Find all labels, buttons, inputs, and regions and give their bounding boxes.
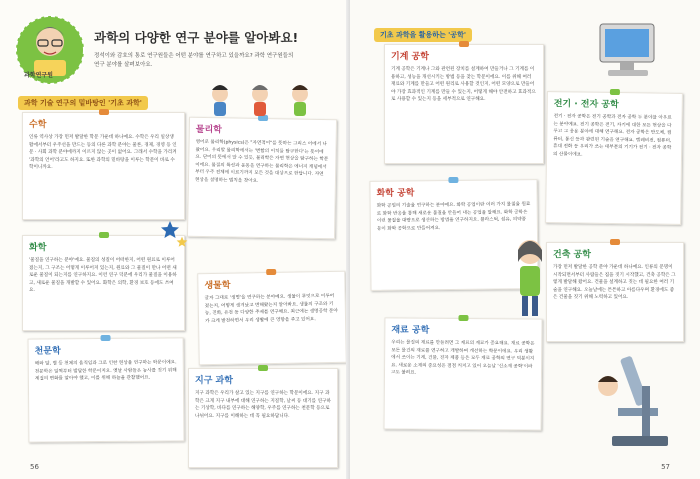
card-heading: 화학 공학 [376,188,415,199]
card-electrical-engineering [545,91,683,225]
tape-decoration [459,41,469,47]
card-body: 지구 과학은 우리가 살고 있는 지구를 연구하는 학문이에요. 지구 과학은 크게 지구 내부에 대해 연구하는 지질학, 날씨 등 대기를 연구하는 기상학, 바다를 연구하는 해양학, 우주를 연구하는 천문학 등으로 나뉘어요. 지구를 이해하는 데 꼭 필요하답니다. [195,391,331,419]
badge-label: 과학연구원 [24,72,53,79]
tape-decoration [610,89,620,95]
card-physics [187,117,337,240]
card-earth-science [188,368,338,468]
card-chemistry [22,235,185,331]
card-body: '물질을 연구하는 분야'예요. 물질의 성질이 어떠한지, 어떤 원료로 이루어졌는지, 그 구조는 어떻게 이루어져 있는지, 원료와 그 물질이 만나 어떤 새로운 물질이 되는지를 연구하지요. 이런 연구 덕분에 우리가 물질을 이용하고, 새로운 물질을 개발할 수 있어요. 화학은 의학, 환경 보호 등에도 쓰여요. [29,258,177,294]
page-number: 57 [661,463,670,471]
card-heading: 지구 과학 [195,376,233,386]
children-illustration [200,80,330,120]
card-body: 영어로 물리학(physics)은 "자연적이"를 뜻하는 그리스 어에서 나왔어요. 우리말 물리학에서는 '변함의 이치를 탐구한다'는 뜻이에요. 단어의 뜻에서 알 수 있듯, 물리학은 자연 현상을 탐구하는 학문이에요. 물질의 특성과 운동을 연구하는 물리학은 에너지 개념에서부터 우주 전체에 이르기까지 모든 것을 대상으로 한답니다. 자연 현상을 설명하는 법칙을 찾아요. [194,139,329,184]
girl-with-pencil-illustration [510,236,550,320]
card-body: 기계 공학은 기계나 그와 관련된 장치를 설계하여 만들거나 그 기계를 이용하고, 성능을 개선시키는 방법 등을 찾는 학문이에요. 이를 위해 여러 재료와 기계를 만들고 어떤 원리로 사용할 것인지, 어떤 모양으로 만들어야 가장 효과적인 기계를 만들 수 있는지, 어떻게 해야 안전하고 효과적으로 사용할 수 있는지 등을 세부적으로 연구해요. [391,67,536,103]
microscope-illustration [588,346,684,456]
card-mechanical-engineering [384,44,544,164]
card-body: 전기 · 전자 공학은 전기 공학과 전자 공학 두 분야를 아우르는 분야예요. 전기 공학은 전기, 자기에 대한 모든 현상을 다루고 그 응용 분야에 대해 연구해요. 전자 공학은 반도체, 컴퓨터, 통신 등과 관련된 기술을 연구해요. 텔레비전, 컴퓨터, 휴대 전화 등 우리가 쓰는 대부분의 기기가 전기 · 전자 공학의 산물이에요. [553,114,672,158]
card-biology [197,271,347,366]
card-body: 우리는 물질의 재료를 만들려면 그 재료의 재료가 중요해요. 재료 공학은 모든 물건의 재료를 연구하고 개발하며 개선하는 학문이에요. 우리 생활에서 쓰이는 기계, 건물, 전자 제품 등은 모두 재료 공학의 연구 덕분이지요. 새로운 소재의 중요성은 점점 커지고 있어 오늘날 '신소재 공학'이라고도 불려요. [390,340,535,376]
page-number: 56 [30,463,39,471]
card-heading: 건축 공학 [553,250,591,260]
card-body: 가장 먼저 발달한 공학 분야 가운데 하나예요. 인류의 문명이 시작되면서부터 사람들은 집을 짓기 시작했고, 건축 공학은 그렇게 발달해 왔어요. 건물을 설계하고 짓는 데 필요한 여러 기술을 연구해요. 오늘날에는 튼튼하고 아름다우며 환경에도 좋은 건물을 짓기 위해 노력하고 있어요. [553,265,676,301]
card-materials-engineering [384,317,543,430]
tape-decoration [610,239,620,245]
card-heading: 전기 · 전자 공학 [553,99,619,111]
tape-decoration [101,335,111,341]
card-heading: 물리학 [195,124,223,136]
tape-decoration [258,365,268,371]
card-heading: 재료 공학 [391,325,430,336]
section-tag-basic-science: 과학 기술 연구의 밑바탕인 '기초 과학' [18,96,148,110]
card-astronomy [28,337,185,442]
page-title: 과학의 다양한 연구 분야를 알아봐요! [94,30,299,45]
card-math [22,112,185,220]
section-tag-engineering: 기초 과학을 활용하는 '공학' [374,28,472,42]
card-heading: 천문학 [34,346,61,357]
card-body: 해와 달, 별 등 천체의 움직임과 그로 인한 현상을 연구하는 학문이에요. 천문학은 일찍부터 발달한 학문이지요. 옛날 사람들은 농사를 짓기 위해 계절의 변화를 알아야 했고, 이를 위해 하늘을 관찰했어요. [34,360,177,382]
card-architecture-engineering [546,242,684,342]
tape-decoration [458,315,468,321]
intro-text: 정석이와 감호의 통로 연구원들은 어떤 분야를 연구하고 있을까요? 과학 연구원들의 연구 분야를 살펴보아요. [94,53,294,68]
card-heading: 화학 [29,243,47,253]
card-body: 화학 공업의 기술을 연구하는 분야예요. 화학 공업이란 여러 가지 물질을 원료로 화학 반응을 통해 새로운 물질을 만들어 내는 공업을 말해요. 화학 공학은 이런 물질을 대량으로 생산하는 방법을 연구하지요. 플라스틱, 섬유, 의약품 등이 화학 공학으로 만들어져요. [376,202,531,232]
card-body: 글자 그대로 '생명'을 연구하는 분야예요. 생물이 무엇으로 이루어졌는지, 어떻게 생겨났고 변해왔는지 알아봐요. 생물의 구조와 기능, 진화, 유전 등 다양한 주제를 연구해요. 최근에는 생명공학 분야가 크게 발전하면서 우리 생활에 큰 영향을 주고 있어요. [204,293,338,324]
card-body: 인류 역사상 가장 먼저 발달한 학문 가운데 하나예요. 수학은 우리 일상생활에서부터 우주선을 만드는 등의 다른 과학 분야는 물론, 경제, 경영 등 인문 · 사회 과학 분야에까지 이르지 않는 곳이 없어요. 그래서 수학을 가리켜 '과학의 언어'라고도 하지요. 또한 과학의 밑바탕을 이루는 학문이 바로 수학이니까요. [29,135,177,171]
card-heading: 기계 공학 [391,52,429,62]
right-page [350,0,700,479]
tape-decoration [266,269,276,275]
card-heading: 생물학 [204,280,231,292]
star-icon [176,236,188,248]
tape-decoration [448,177,458,183]
card-heading: 수학 [29,120,47,130]
tape-decoration [99,109,109,115]
computer-illustration [590,18,670,82]
tape-decoration [99,232,109,238]
